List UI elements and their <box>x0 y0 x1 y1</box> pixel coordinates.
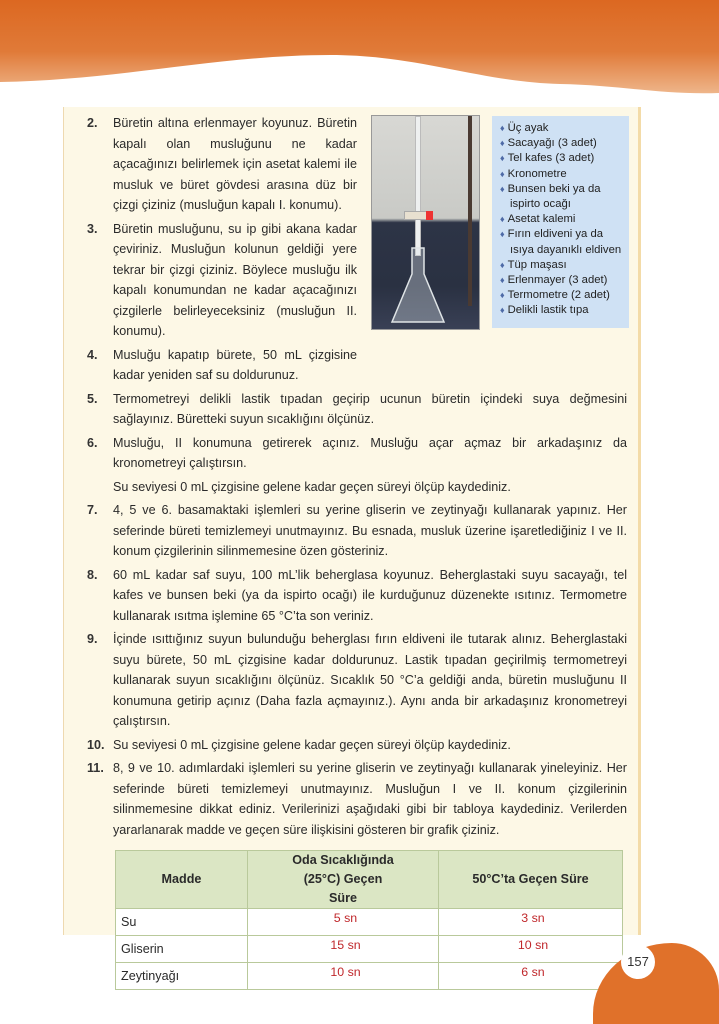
step-6-note: Su seviyesi 0 mL çizgisine gelene kadar geçen süreyi ölçüp kaydediniz. <box>113 479 511 494</box>
material-item: ♦ Tel kafes (3 adet) <box>500 151 629 166</box>
header-wave <box>0 0 719 100</box>
material-item: ♦ Asetat kalemi <box>500 212 629 227</box>
step-2: 2. Büretin altına erlenmayer koyunuz. Büretin kapalı olan musluğunu ne kadar açacağınızı belirlemek için asetat kalemi ile musluk ve büret gövdesi arasına düz bir çizgi çiziniz (musluğun kapalı I. konumu). <box>87 116 357 212</box>
step-6: 6. Musluğu, II konumuna getirerek açınız. Musluğu açar açmaz bir arkadaşınız da kronometreyi çalıştırsın. <box>87 435 627 470</box>
step-5: 5. Termometreyi delikli lastik tıpadan geçirip ucunun büretin içindeki suya değmesini sağlayınız. Büretteki suyun sıcaklığını ölçünüz. <box>87 391 627 426</box>
step-3: 3. Büretin musluğunu, su ip gibi akana kadar çeviriniz. Musluğun kolunun geldiği yere tekrar bir çizgi çiziniz. Böylece musluğu ilk kapalı konumundan ne kadar açacağınızı çizgilerle belirleyeceksiniz (musluğun II. konumu). <box>87 221 357 338</box>
header-madde: Madde <box>116 851 248 909</box>
cell-substance: Su <box>116 909 248 936</box>
step-10: 10. Su seviyesi 0 mL çizgisine gelene kadar geçen süreyi ölçüp kaydediniz. <box>87 737 511 752</box>
cell-value: 6 sn <box>439 963 623 990</box>
material-item: ♦ Bunsen beki ya da ispirto ocağı <box>500 182 629 212</box>
step-9: 9. İçinde ısıttığınız suyun bulunduğu beherglası fırın eldiveni ile tutarak alınız. Beherglastaki suyu bürete, 50 mL çizgisine kadar doldurunuz. Lastik tıpadan geçirilmiş termometreyi kullanarak suyun sıcaklığını ölçünüz. Sıcaklık 50 °C’a geldiği anda, büretin musluğunu II konumuna getirip açınız (Daha fazla açmayınız.). Aynı anda bir arkadaşınız kronometreyi çalıştırsın. <box>87 632 627 728</box>
step-11: 11. 8, 9 ve 10. adımlardaki işlemleri su yerine gliserin ve zeytinyağı kullanarak yineleyiniz. Her seferinde büreti temizlemeyi unutmayınız. Musluğun I ve II. konum çizgilerinin silinmemesine dikkat ediniz. Verilerinizi aşağıdaki gibi bir tabloya kaydediniz. Verilerden yararlanarak madde ve geçen süre ilişkisini gösteren bir grafik çiziniz. <box>87 761 627 837</box>
material-item: ♦ Kronometre <box>500 167 629 182</box>
cell-value: 10 sn <box>248 963 439 990</box>
cell-value: 10 sn <box>439 936 623 963</box>
step-4: 4. Musluğu kapatıp bürete, 50 mL çizgisine kadar yeniden saf su doldurunuz. <box>87 347 357 382</box>
step-7: 7. 4, 5 ve 6. basamaktaki işlemleri su yerine gliserin ve zeytinyağı kullanarak yapınız. Her seferinde büreti temizlemeyi unutmayınız. Bu esnada, musluk üzerine işaretlediğiniz I ve II. konum çizgilerinin silinmemesine özen gösteriniz. <box>87 503 627 558</box>
cell-substance: Gliserin <box>116 936 248 963</box>
results-table <box>115 850 623 990</box>
step-8: 8. 60 mL kadar saf suyu, 100 mL’lik beherglasa koyunuz. Beherglastaki suyu sacayağı, tel kafes ve bunsen beki (ya da ispirto ocağı) ile kurduğunuz düzenekte ısıtınız. Termometre kullanarak ısıtma işlemine 65 °C’ta son veriniz. <box>87 567 627 623</box>
material-item: ♦ Termometre (2 adet) <box>500 288 629 303</box>
cell-value: 5 sn <box>248 909 439 936</box>
material-item: ♦ Tüp maşası <box>500 258 629 273</box>
table-row <box>116 936 623 963</box>
header-room-temp: Oda Sıcaklığında (25°C) Geçen Süre <box>248 851 439 909</box>
cell-substance: Zeytinyağı <box>116 963 248 990</box>
page-number: 157 <box>621 945 655 979</box>
material-item: ♦ Sacayağı (3 adet) <box>500 136 629 151</box>
table-header-row <box>116 851 623 909</box>
material-item: ♦ Erlenmayer (3 adet) <box>500 273 629 288</box>
material-item: ♦ Fırın eldiveni ya da ısıya dayanıklı eldiven <box>500 227 629 257</box>
cell-value: 3 sn <box>439 909 623 936</box>
material-item: ♦ Delikli lastik tıpa <box>500 303 629 318</box>
table-row <box>116 963 623 990</box>
table-row <box>116 909 623 936</box>
header-50c: 50°C’ta Geçen Süre <box>439 851 623 909</box>
steps-content <box>87 113 627 990</box>
material-item: ♦ Üç ayak <box>500 121 629 136</box>
cell-value: 15 sn <box>248 936 439 963</box>
